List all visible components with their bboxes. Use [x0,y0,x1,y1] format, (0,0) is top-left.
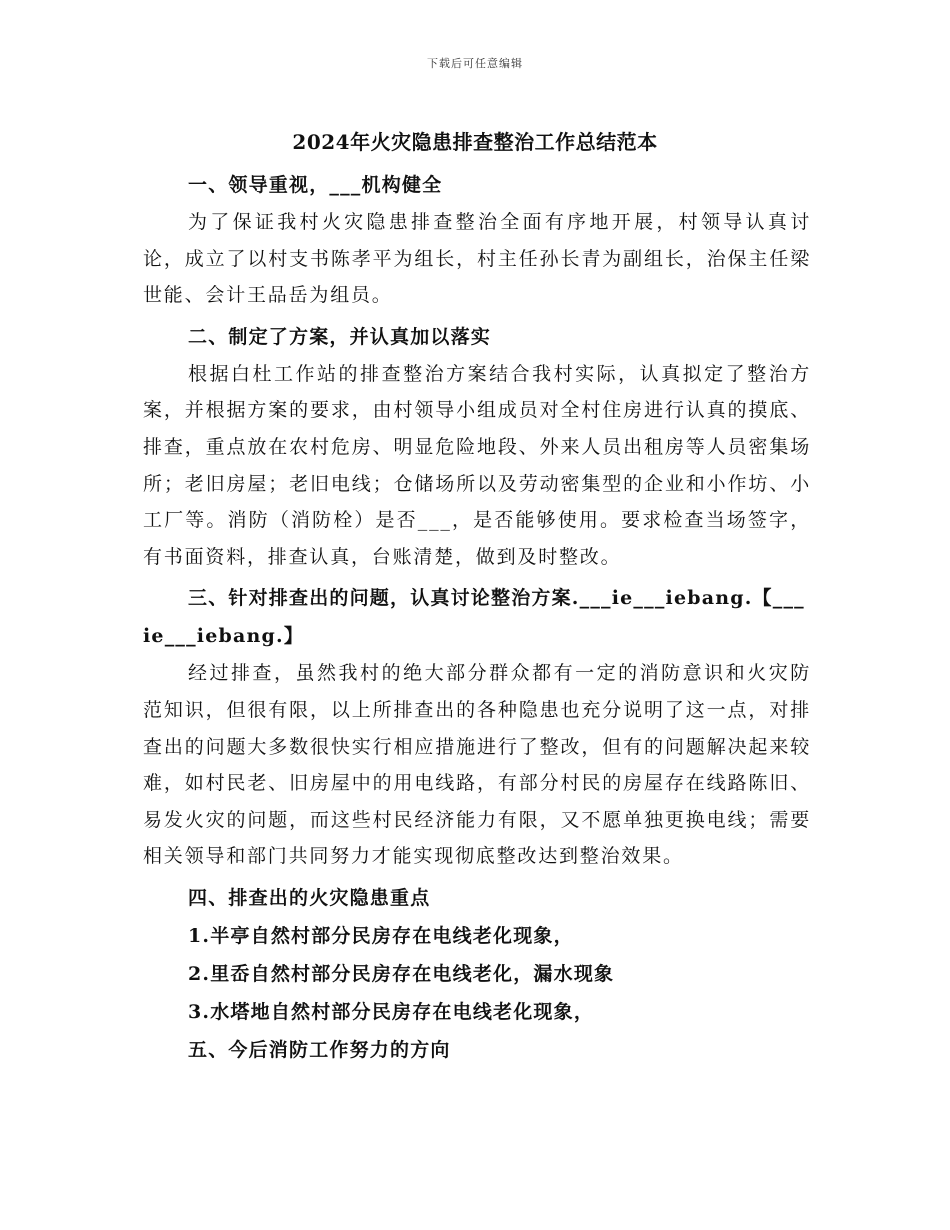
section-2-paragraph: 根据白杜工作站的排查整治方案结合我村实际，认真拟定了整治方案，并根据方案的要求，由村领导小组成员对全村住房进行认真的摸底、排查，重点放在农村危房、明显危险地段、外来人员出租房等人员密集场所；老旧房屋；老旧电线；仓储场所以及劳动密集型的企业和小作坊、小工厂等。消防（消防栓）是否___，是否能够使用。要求检查当场签字，有书面资料，排查认真，台账清楚，做到及时整改。 [143,362,811,568]
hazard-item-1: 1.半亭自然村部分民房存在电线老化现象， [188,924,574,947]
section-heading-3: 三、针对排查出的问题，认真讨论整治方案.___ie___iebang.【___ie___iebang.】 [143,587,805,648]
hazard-item-2: 2.里岙自然村部分民房存在电线老化，漏水现象 [188,962,615,985]
section-3-paragraph: 经过排查，虽然我村的绝大部分群众都有一定的消防意识和火灾防范知识，但很有限，以上所排查出的各种隐患也充分说明了这一点，对排查出的问题大多数很快实行相应措施进行了整改，但有的问题解决起来较难，如村民老、旧房屋中的用电线路，有部分村民的房屋存在线路陈旧、易发火灾的问题，而这些村民经济能力有限，又不愿单独更换电线；需要相关领导和部门共同努力才能实现彻底整改达到整治效果。 [143,662,811,868]
header-note: 下载后可任意编辑 [427,57,523,70]
section-heading-5: 五、今后消防工作努力的方向 [188,1038,451,1061]
section-heading-2: 二、制定了方案，并认真加以落实 [188,325,492,348]
section-1-paragraph: 为了保证我村火灾隐患排查整治全面有序地开展，村领导认真讨论，成立了以村支书陈孝平为组长，村主任孙长青为副组长，治保主任梁世能、会计王品岳为组员。 [143,211,811,307]
section-heading-4: 四、排查出的火灾隐患重点 [188,886,431,909]
document-title: 2024年火灾隐患排查整治工作总结范本 [292,130,658,154]
hazard-item-3: 3.水塔地自然村部分民房存在电线老化现象， [188,1000,595,1023]
section-heading-1: 一、领导重视，___机构健全 [188,174,443,196]
document-body [143,166,811,1069]
